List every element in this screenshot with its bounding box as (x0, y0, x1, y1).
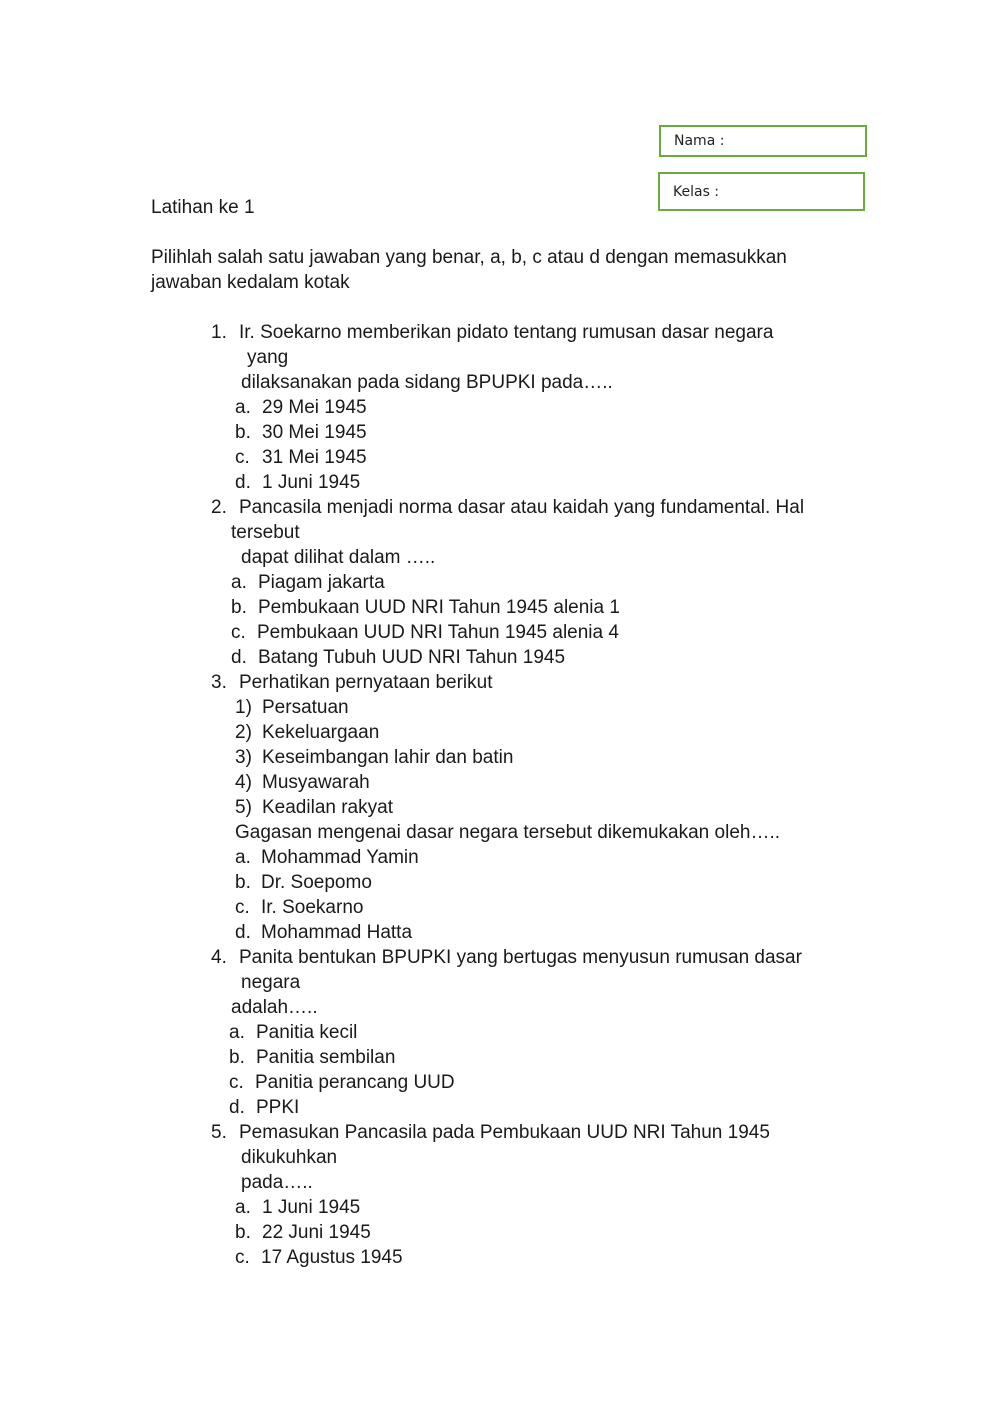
statement-number: 3) (235, 747, 252, 768)
question-5-text: pada….. (241, 1172, 313, 1193)
option-letter: a. (235, 847, 251, 868)
question-2-text: dapat dilihat dalam ….. (241, 547, 436, 568)
statement-number: 2) (235, 722, 252, 743)
statement-number: 4) (235, 772, 252, 793)
statement-text: Keadilan rakyat (262, 797, 393, 818)
option-letter: c. (231, 622, 246, 643)
option-text: Pembukaan UUD NRI Tahun 1945 alenia 1 (258, 597, 620, 618)
kelas-label: Kelas : (673, 183, 720, 200)
question-1-text: dilaksanakan pada sidang BPUPKI pada….. (241, 372, 613, 393)
statement-text: Musyawarah (262, 772, 370, 793)
option-text: Panitia perancang UUD (255, 1072, 455, 1093)
option-text: 1 Juni 1945 (262, 472, 361, 493)
question-4-text: adalah….. (231, 997, 318, 1018)
option-text: 30 Mei 1945 (262, 422, 367, 443)
option-letter: d. (235, 472, 251, 493)
question-1-text: yang (247, 347, 289, 368)
option-letter: d. (235, 922, 251, 943)
statement-number: 5) (235, 797, 252, 818)
question-3-prompt: Gagasan mengenai dasar negara tersebut dikemukakan oleh….. (235, 822, 781, 843)
option-text: 17 Agustus 1945 (261, 1247, 403, 1268)
question-4-number: 4. (211, 947, 227, 968)
option-letter: a. (229, 1022, 245, 1043)
option-letter: c. (235, 1247, 250, 1268)
question-5-text: Pemasukan Pancasila pada Pembukaan UUD NRI Tahun 1945 (239, 1122, 770, 1143)
nama-label: Nama : (674, 133, 725, 149)
page-title: Latihan ke 1 (151, 197, 255, 218)
question-3-number: 3. (211, 672, 227, 693)
option-letter: b. (235, 1222, 251, 1243)
option-text: Batang Tubuh UUD NRI Tahun 1945 (258, 647, 566, 668)
option-letter: b. (235, 422, 251, 443)
kelas-field[interactable] (658, 172, 865, 211)
question-1-number: 1. (211, 322, 227, 343)
option-letter: a. (235, 397, 251, 418)
option-text: PPKI (256, 1097, 300, 1118)
option-text: 29 Mei 1945 (262, 397, 367, 418)
option-text: Panitia kecil (256, 1022, 358, 1043)
option-text: Pembukaan UUD NRI Tahun 1945 alenia 4 (257, 622, 619, 643)
question-2-text: Pancasila menjadi norma dasar atau kaidah yang fundamental. Hal (239, 497, 805, 518)
option-letter: c. (235, 447, 250, 468)
option-letter: a. (235, 1197, 251, 1218)
question-3-text: Perhatikan pernyataan berikut (239, 672, 493, 693)
question-1-text: Ir. Soekarno memberikan pidato tentang rumusan dasar negara (239, 322, 774, 343)
statement-text: Persatuan (262, 697, 349, 718)
option-text: Ir. Soekarno (261, 897, 364, 918)
question-4-text: negara (241, 972, 301, 993)
question-5-number: 5. (211, 1122, 227, 1143)
option-letter: d. (231, 647, 247, 668)
question-2-number: 2. (211, 497, 227, 518)
statement-text: Kekeluargaan (262, 722, 380, 743)
option-text: Dr. Soepomo (261, 872, 372, 893)
option-letter: b. (229, 1047, 245, 1068)
question-2-text: tersebut (231, 522, 300, 543)
option-text: 22 Juni 1945 (262, 1222, 371, 1243)
instruction-line-1: Pilihlah salah satu jawaban yang benar, a, b, c atau d dengan memasukkan (151, 247, 787, 268)
option-text: Mohammad Hatta (261, 922, 413, 943)
option-text: 1 Juni 1945 (262, 1197, 361, 1218)
option-letter: c. (235, 897, 250, 918)
nama-field[interactable] (659, 125, 867, 157)
instruction-line-2: jawaban kedalam kotak (151, 272, 350, 293)
statement-text: Keseimbangan lahir dan batin (262, 747, 514, 768)
question-4-text: Panita bentukan BPUPKI yang bertugas menyusun rumusan dasar (239, 947, 802, 968)
option-text: Piagam jakarta (258, 572, 385, 593)
option-letter: b. (231, 597, 247, 618)
option-letter: a. (231, 572, 247, 593)
option-letter: c. (229, 1072, 244, 1093)
question-5-text: dikukuhkan (241, 1147, 338, 1168)
option-text: Mohammad Yamin (261, 847, 419, 868)
option-letter: b. (235, 872, 251, 893)
option-text: 31 Mei 1945 (262, 447, 367, 468)
option-letter: d. (229, 1097, 245, 1118)
statement-number: 1) (235, 697, 252, 718)
option-text: Panitia sembilan (256, 1047, 396, 1068)
